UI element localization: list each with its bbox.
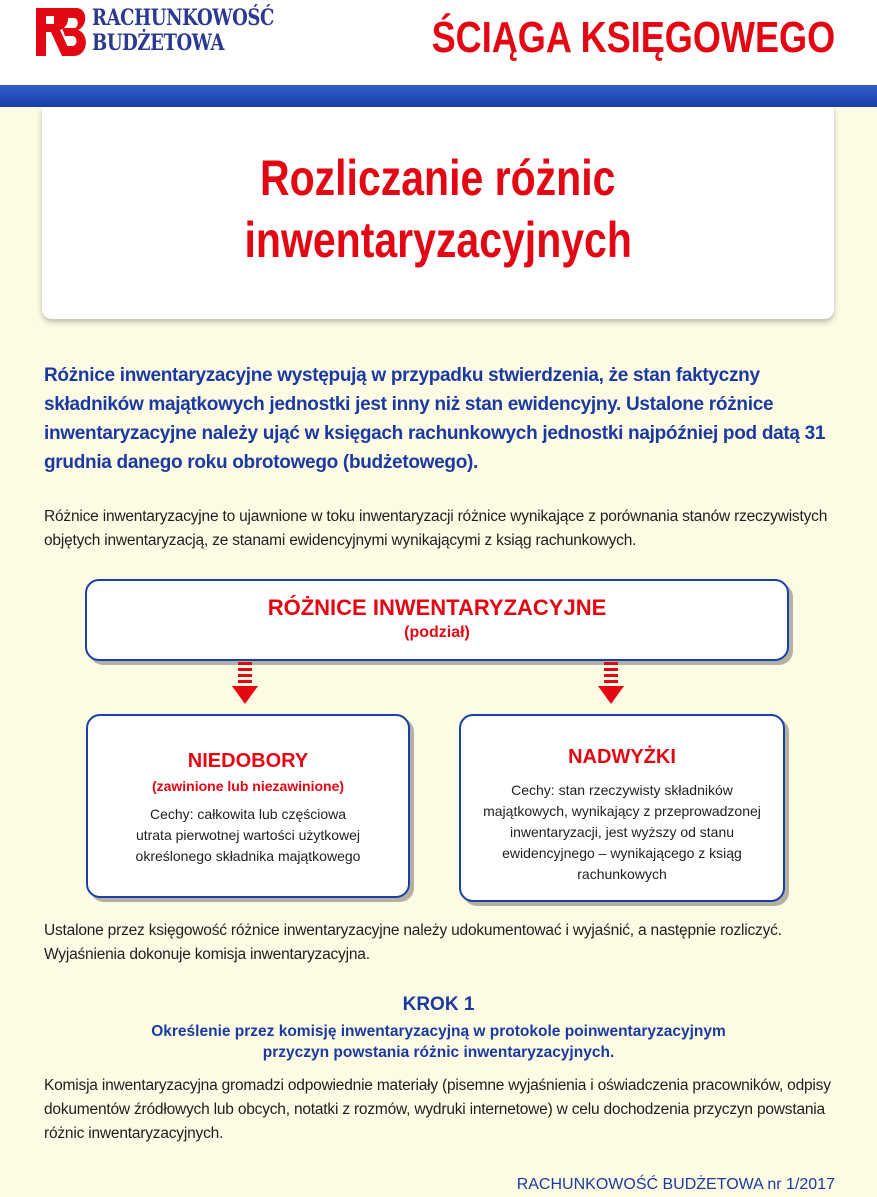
logo-line-1: RACHUNKOWOŚĆ xyxy=(92,5,274,31)
content-area xyxy=(0,107,877,1197)
page-header xyxy=(0,0,877,85)
step-label: KROK 1 xyxy=(402,994,475,1015)
arrow-down-icon xyxy=(598,662,624,704)
lead-paragraph: Różnice inwentaryzacyjne występują w przypadku stwierdzenia, że stan faktyczny składników majątkowych jednostki jest inny niż stan ewidencyjny. Ustalone różnice inwentaryzacyjne należy ująć w księgach rachunkowych jednostki najpóźniej pod datą 31 grudnia danego roku obrotowego (budżetowego). xyxy=(44,365,826,473)
section-title: ŚCIĄGA KSIĘGOWEGO xyxy=(431,13,835,62)
diagram-main-box xyxy=(85,579,789,661)
diagram-box-niedobory xyxy=(86,714,410,898)
diagram-main-subtitle: (podział) xyxy=(404,624,470,641)
logo-icon xyxy=(32,6,88,60)
logo-line-2: BUDŻETOWA xyxy=(92,30,225,56)
footer-publication: RACHUNKOWOŚĆ BUDŻETOWA nr 1/2017 xyxy=(516,1176,835,1193)
nadwyzki-line: rachunkowych xyxy=(577,866,667,882)
arrow-down-icon xyxy=(232,662,258,704)
logo-text xyxy=(92,6,274,56)
nadwyzki-description xyxy=(461,780,783,885)
nadwyzki-title: NADWYŻKI xyxy=(568,746,676,768)
nadwyzki-line: majątkowych, wynikający z przeprowadzonej xyxy=(483,803,761,819)
step-heading-line-1: Określenie przez komisję inwentaryzacyjną w protokole poinwentaryzacyjnym xyxy=(151,1023,726,1040)
title-line-2: inwentaryzacyjnych xyxy=(244,212,632,268)
title-card xyxy=(42,107,834,319)
documentation-paragraph: Ustalone przez księgowość różnice inwentaryzacyjne należy udokumentować i wyjaśnić, a następnie rozliczyć. Wyjaśnienia dokonuje komisja inwentaryzacyjna. xyxy=(44,922,782,963)
definition-paragraph: Różnice inwentaryzacyjne to ujawnione w toku inwentaryzacji różnice wynikające z porównania stanów rzeczywistych objętych inwentaryzacją, ze stanami ewidencyjnymi wynikającymi z ksiąg rachunkowych. xyxy=(44,508,828,549)
niedobory-line: utrata pierwotnej wartości użytkowej xyxy=(135,827,361,843)
commission-paragraph: Komisja inwentaryzacyjna gromadzi odpowiednie materiały (pisemne wyjaśnienia i oświadczenia pracowników, odpisy dokumentów źródłowych lub obcych, notatki z rozmów, wydruki internetowe) w celu dochodzenia przyczyn powstania różnic inwentaryzacyjnych. xyxy=(44,1077,831,1142)
niedobory-subtitle: (zawinione lub niezawinione) xyxy=(151,778,345,794)
page-title xyxy=(42,147,834,271)
diagram-box-nadwyzki xyxy=(459,714,785,902)
step-heading xyxy=(0,1021,877,1063)
nadwyzki-line: ewidencyjnego – wynikającego z ksiąg xyxy=(502,845,742,861)
nadwyzki-line: Cechy: stan rzeczywisty składników xyxy=(511,782,733,798)
header-divider-bar xyxy=(0,85,877,107)
niedobory-description xyxy=(88,804,408,867)
niedobory-line: określonego składnika majątkowego xyxy=(135,848,361,864)
niedobory-line: Cechy: całkowita lub częściowa xyxy=(149,806,347,822)
nadwyzki-line: inwentaryzacji, jest wyższy od stanu xyxy=(509,824,735,840)
diagram-main-title: RÓŻNICE INWENTARYZACYJNE xyxy=(267,595,607,620)
niedobory-title: NIEDOBORY xyxy=(187,750,309,772)
step-heading-line-2: przyczyn powstania różnic inwentaryzacyjnych. xyxy=(262,1044,615,1061)
title-line-1: Rozliczanie różnic xyxy=(260,150,616,206)
